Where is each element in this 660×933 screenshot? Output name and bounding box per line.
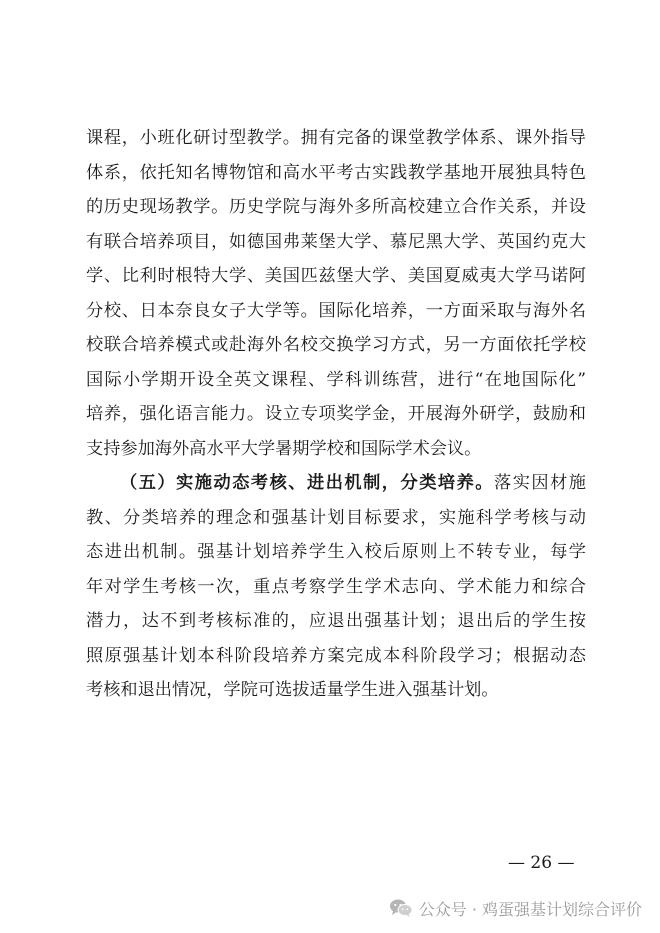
text-line: 学、比利时根特大学、美国匹兹堡大学、美国夏威夷大学马诺阿 bbox=[86, 266, 586, 286]
text-line: 的历史现场教学。历史学院与海外多所高校建立合作关系，并设 bbox=[86, 197, 586, 217]
section-heading: （五）实施动态考核、进出机制，分类培养。 bbox=[120, 473, 494, 493]
text-line: 分校、日本奈良女子大学等。国际化培养，一方面采取与海外名 bbox=[86, 300, 586, 321]
text-line: 照原强基计划本科阶段培养方案完成本科阶段学习；根据动态 bbox=[86, 645, 586, 666]
text-line: 潜力，达不到考核标准的，应退出强基计划；退出后的学生按 bbox=[86, 611, 586, 631]
text-line: 年对学生考核一次，重点考察学生学术志向、学术能力和综合 bbox=[86, 576, 586, 597]
text-line: 教、分类培养的理念和强基计划目标要求，实施科学考核与动 bbox=[86, 507, 586, 528]
text-line: 校联合培养模式或赴海外名校交换学习方式，另一方面依托学校 bbox=[86, 335, 586, 355]
paragraph-2-first-line bbox=[86, 466, 586, 501]
text-line: 体系，依托知名博物馆和高水平考古实践教学基地开展独具特色 bbox=[86, 162, 586, 183]
text-line: 有联合培养项目，如德国弗莱堡大学、慕尼黑大学、英国约克大 bbox=[86, 231, 586, 252]
wechat-icon bbox=[389, 898, 413, 918]
text-line: 培养，强化语言能力。设立专项奖学金，开展海外研学，鼓励和 bbox=[86, 404, 586, 424]
text-run: 落实因材施 bbox=[494, 473, 586, 493]
body-text bbox=[86, 121, 586, 708]
page-number: — 26 — bbox=[508, 853, 575, 873]
watermark-footer bbox=[389, 895, 642, 921]
text-line: 课程，小班化研讨型教学。拥有完备的课堂教学体系、课外指导 bbox=[86, 128, 586, 148]
paragraph-1 bbox=[86, 121, 586, 466]
text-line: 态进出机制。强基计划培养学生入校后原则上不转专业，每学 bbox=[86, 542, 586, 562]
footer-text: 公众号 · 鸡蛋强基计划综合评价 bbox=[418, 899, 642, 919]
text-line: 考核和退出情况，学院可选拔适量学生进入强基计划。 bbox=[86, 680, 499, 700]
text-line: 国际小学期开设全英文课程、学科训练营，进行“在地国际化” bbox=[86, 369, 586, 390]
paragraph-2 bbox=[86, 466, 586, 708]
text-line: 支持参加海外高水平大学暑期学校和国际学术会议。 bbox=[86, 438, 482, 459]
